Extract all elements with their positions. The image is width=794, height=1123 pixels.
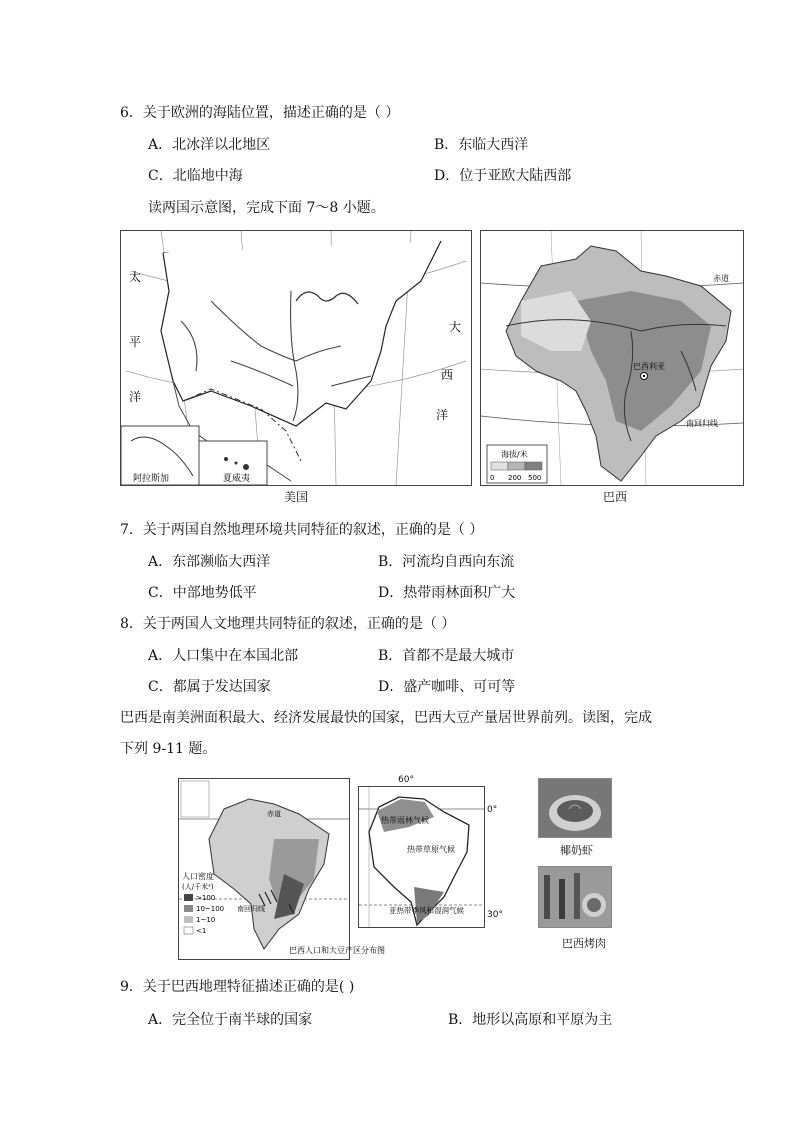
q7-option-a: A．东部濒临大西洋 — [148, 554, 271, 570]
climate-lon-label: 60° — [398, 775, 414, 785]
q7-option-d: D．热带雨林面积广大 — [378, 585, 516, 601]
rainforest-label: 热带雨林气候 — [381, 816, 429, 825]
brazil-map-caption: 巴西 — [603, 490, 628, 504]
elevation-legend-title: 海拔/米 — [501, 450, 528, 459]
brazil-capital-label: 巴西利亚 — [633, 362, 665, 371]
density-item-1: >100 — [196, 894, 216, 902]
pop-map-tropic-label: 南回归线 — [237, 905, 265, 913]
brazil-population-map — [178, 778, 385, 960]
q8-option-c: C．都属于发达国家 — [148, 679, 271, 695]
q8-stem: 8．关于两国人文地理共同特征的叙述，正确的是（ ） — [120, 616, 456, 632]
pacific-char-1: 太 — [129, 270, 142, 284]
density-item-4: <1 — [196, 927, 207, 935]
q6-option-d: D．位于亚欧大陆西部 — [434, 168, 572, 184]
legend-tick-0: 0 — [490, 474, 495, 482]
q9-option-b: B．地形以高原和平原为主 — [448, 1012, 613, 1028]
atlantic-char-1: 大 — [449, 320, 462, 334]
intro-9-11-line2: 下列 9-11 题。 — [120, 741, 217, 757]
q7-option-c: C．中部地势低平 — [148, 585, 257, 601]
intro-9-11-line1: 巴西是南美洲面积最大、经济发展最快的国家，巴西大豆产量居世界前列。读图，完成 — [120, 710, 652, 726]
brazilian-bbq-photo — [538, 866, 612, 928]
subtropical-label: 亚热带季风和湿润气候 — [389, 906, 464, 915]
q9-option-a: A．完全位于南半球的国家 — [148, 1012, 313, 1028]
q8-option-d: D．盛产咖啡、可可等 — [378, 679, 516, 695]
atlantic-char-3: 洋 — [436, 408, 449, 422]
density-item-3: 1~10 — [196, 916, 216, 924]
usa-map-caption: 美国 — [284, 490, 309, 504]
inset-hawaii-label: 夏威夷 — [223, 474, 251, 484]
inset-alaska-label: 阿拉斯加 — [133, 474, 170, 484]
pacific-char-3: 洋 — [129, 390, 142, 404]
q6-option-c: C．北临地中海 — [148, 168, 243, 184]
q6-option-a: A．北冰洋以北地区 — [148, 137, 271, 153]
q6-stem: 6．关于欧洲的海陆位置，描述正确的是（ ） — [120, 105, 400, 121]
climate-lat30-label: 30° — [487, 910, 503, 920]
pop-map-caption: 巴西人口和大豆产区分布图 — [289, 946, 385, 955]
q8-option-a: A．人口集中在本国北部 — [148, 648, 299, 664]
coconut-shrimp-photo — [538, 778, 612, 838]
intro-7-8: 读两国示意图，完成下面 7～8 小题。 — [148, 200, 385, 216]
q7-stem: 7．关于两国自然地理环境共同特征的叙述，正确的是（ ） — [120, 522, 484, 538]
pop-map-equator-label: 赤道 — [267, 810, 281, 818]
photo2-caption: 巴西烤肉 — [562, 937, 606, 950]
brazil-map — [480, 230, 744, 486]
usa-map — [120, 230, 472, 486]
q9-stem: 9．关于巴西地理特征描述正确的是( ) — [120, 979, 355, 995]
density-legend-unit: (人/千米²) — [182, 883, 214, 891]
photo1-caption: 椰奶虾 — [560, 844, 593, 857]
q7-option-b: B．河流均自西向东流 — [378, 554, 515, 570]
atlantic-char-2: 西 — [441, 368, 454, 382]
q8-option-b: B．首都不是最大城市 — [378, 648, 515, 664]
density-legend-title: 人口密度 — [182, 872, 214, 881]
savanna-label: 热带草原气候 — [407, 845, 455, 854]
brazil-equator-label: 赤道 — [713, 274, 729, 283]
legend-tick-500: 500 — [528, 474, 542, 482]
q6-option-b: B．东临大西洋 — [434, 137, 529, 153]
legend-tick-200: 200 — [508, 474, 522, 482]
climate-lat0-label: 0° — [487, 805, 498, 815]
brazil-tropic-label: 南回归线 — [686, 419, 718, 428]
brazil-climate-map — [358, 786, 485, 928]
pacific-char-2: 平 — [129, 335, 142, 349]
density-item-2: 10~100 — [196, 905, 225, 913]
